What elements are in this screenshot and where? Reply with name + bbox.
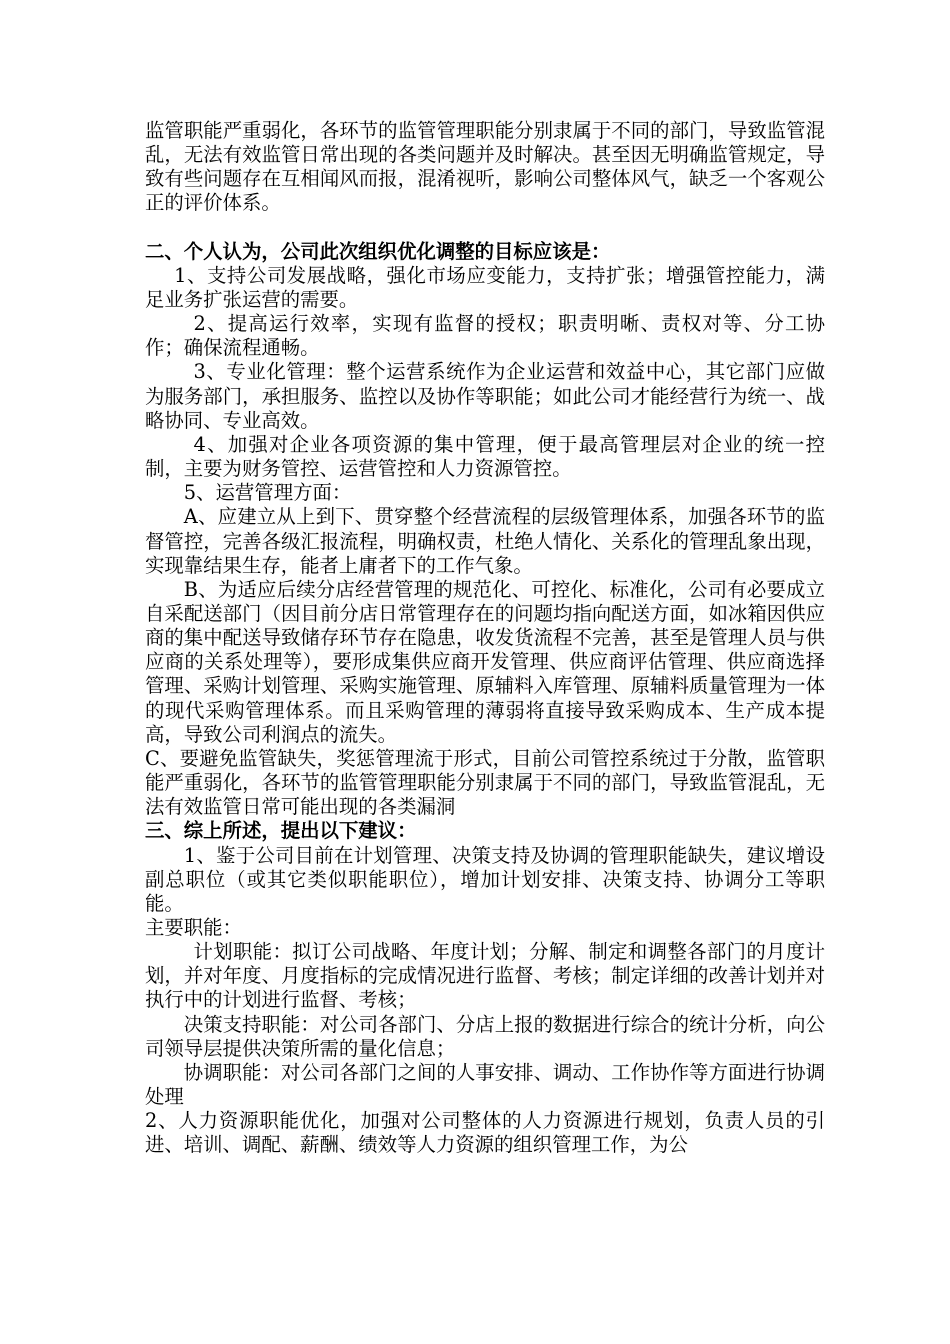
goal-item-4: 4、加强对企业各项资源的集中管理，便于最高管理层对企业的统一控制，主要为财务管控、运营管控和人力资源管控。 (145, 432, 825, 481)
goal-item-1: 1、支持公司发展战略，强化市场应变能力，支持扩张；增强管控能力，满足业务扩张运营的需要。 (145, 263, 825, 311)
suggestion-item-2: 2、人力资源职能优化，加强对公司整体的人力资源进行规划，负责人员的引进、培训、调配、薪酬、绩效等人力资源的组织管理工作，为公 (145, 1109, 825, 1157)
function-planning: 计划职能：拟订公司战略、年度计划；分解、制定和调整各部门的月度计划，并对年度、月度指标的完成情况进行监督、考核；制定详细的改善计划并对执行中的计划进行监督、考核； (145, 940, 825, 1012)
function-coordination: 协调职能：对公司各部门之间的人事安排、调动、工作协作等方面进行协调处理 (145, 1060, 825, 1109)
function-decision-support: 决策支持职能：对公司各部门、分店上报的数据进行综合的统计分析，向公司领导层提供决策所需的量化信息； (145, 1012, 825, 1060)
main-functions-label: 主要职能： (145, 916, 242, 939)
goal-item-5: 5、运营管理方面： (183, 481, 352, 505)
ops-item-b: B、为适应后续分店经营管理的规范化、可控化、标准化，公司有必要成立自采配送部门（因目前分店日常管理存在的问题均指向配送方面，如冰箱因供应商的集中配送导致储存环节存在隐患，收发货流程不完善，甚至是管理人员与供应商的关系处理等），要形成集供应商开发管理、供应商评估管理、供应商选择管理、采购计划管理、采购实施管理、原辅料入库管理、原辅料质量管理为一体的现代采购管理体系。而且采购管理的薄弱将直接导致采购成本、生产成本提高，导致公司利润点的流失。 (145, 577, 825, 746)
ops-item-c: C、要避免监管缺失，奖惩管理流于形式，目前公司管控系统过于分散，监管职能严重弱化，各环节的监管管理职能分别隶属于不同的部门，导致监管混乱，无法有效监管日常可能出现的各类漏洞 (145, 746, 825, 819)
blank-line (145, 216, 825, 240)
paragraph-intro: 监管职能严重弱化，各环节的监管管理职能分别隶属于不同的部门，导致监管混乱，无法有效监管日常出现的各类问题并及时解决。甚至因无明确监管规定，导致有些问题存在互相闻风而报，混淆视听，影响公司整体风气，缺乏一个客观公正的评价体系。 (145, 119, 825, 215)
goal-item-2: 2、提高运行效率，实现有监督的授权；职责明晰、责权对等、分工协作；确保流程通畅。 (145, 312, 825, 360)
ops-item-a: A、应建立从上到下、贯穿整个经营流程的层级管理体系，加强各环节的监督管控，完善各级汇报流程，明确权责，杜绝人情化、关系化的管理乱象出现，实现靠结果生存，能者上庸者下的工作气象。 (145, 505, 825, 577)
section-heading-3: 三、综上所述，提出以下建议： (145, 819, 417, 843)
section-heading-2: 二、个人认为，公司此次组织优化调整的目标应该是： (145, 239, 611, 263)
document-page (145, 119, 825, 1158)
goal-item-3: 3、专业化管理：整个运营系统作为企业运营和效益中心，其它部门应做为服务部门，承担服务、监控以及协作等职能；如此公司才能经营行为统一、战略协同、专业高效。 (145, 360, 825, 432)
suggestion-item-1: 1、鉴于公司目前在计划管理、决策支持及协调的管理职能缺失，建议增设副总职位（或其它类似职能职位），增加计划安排、决策支持、协调分工等职能。 (145, 843, 825, 915)
